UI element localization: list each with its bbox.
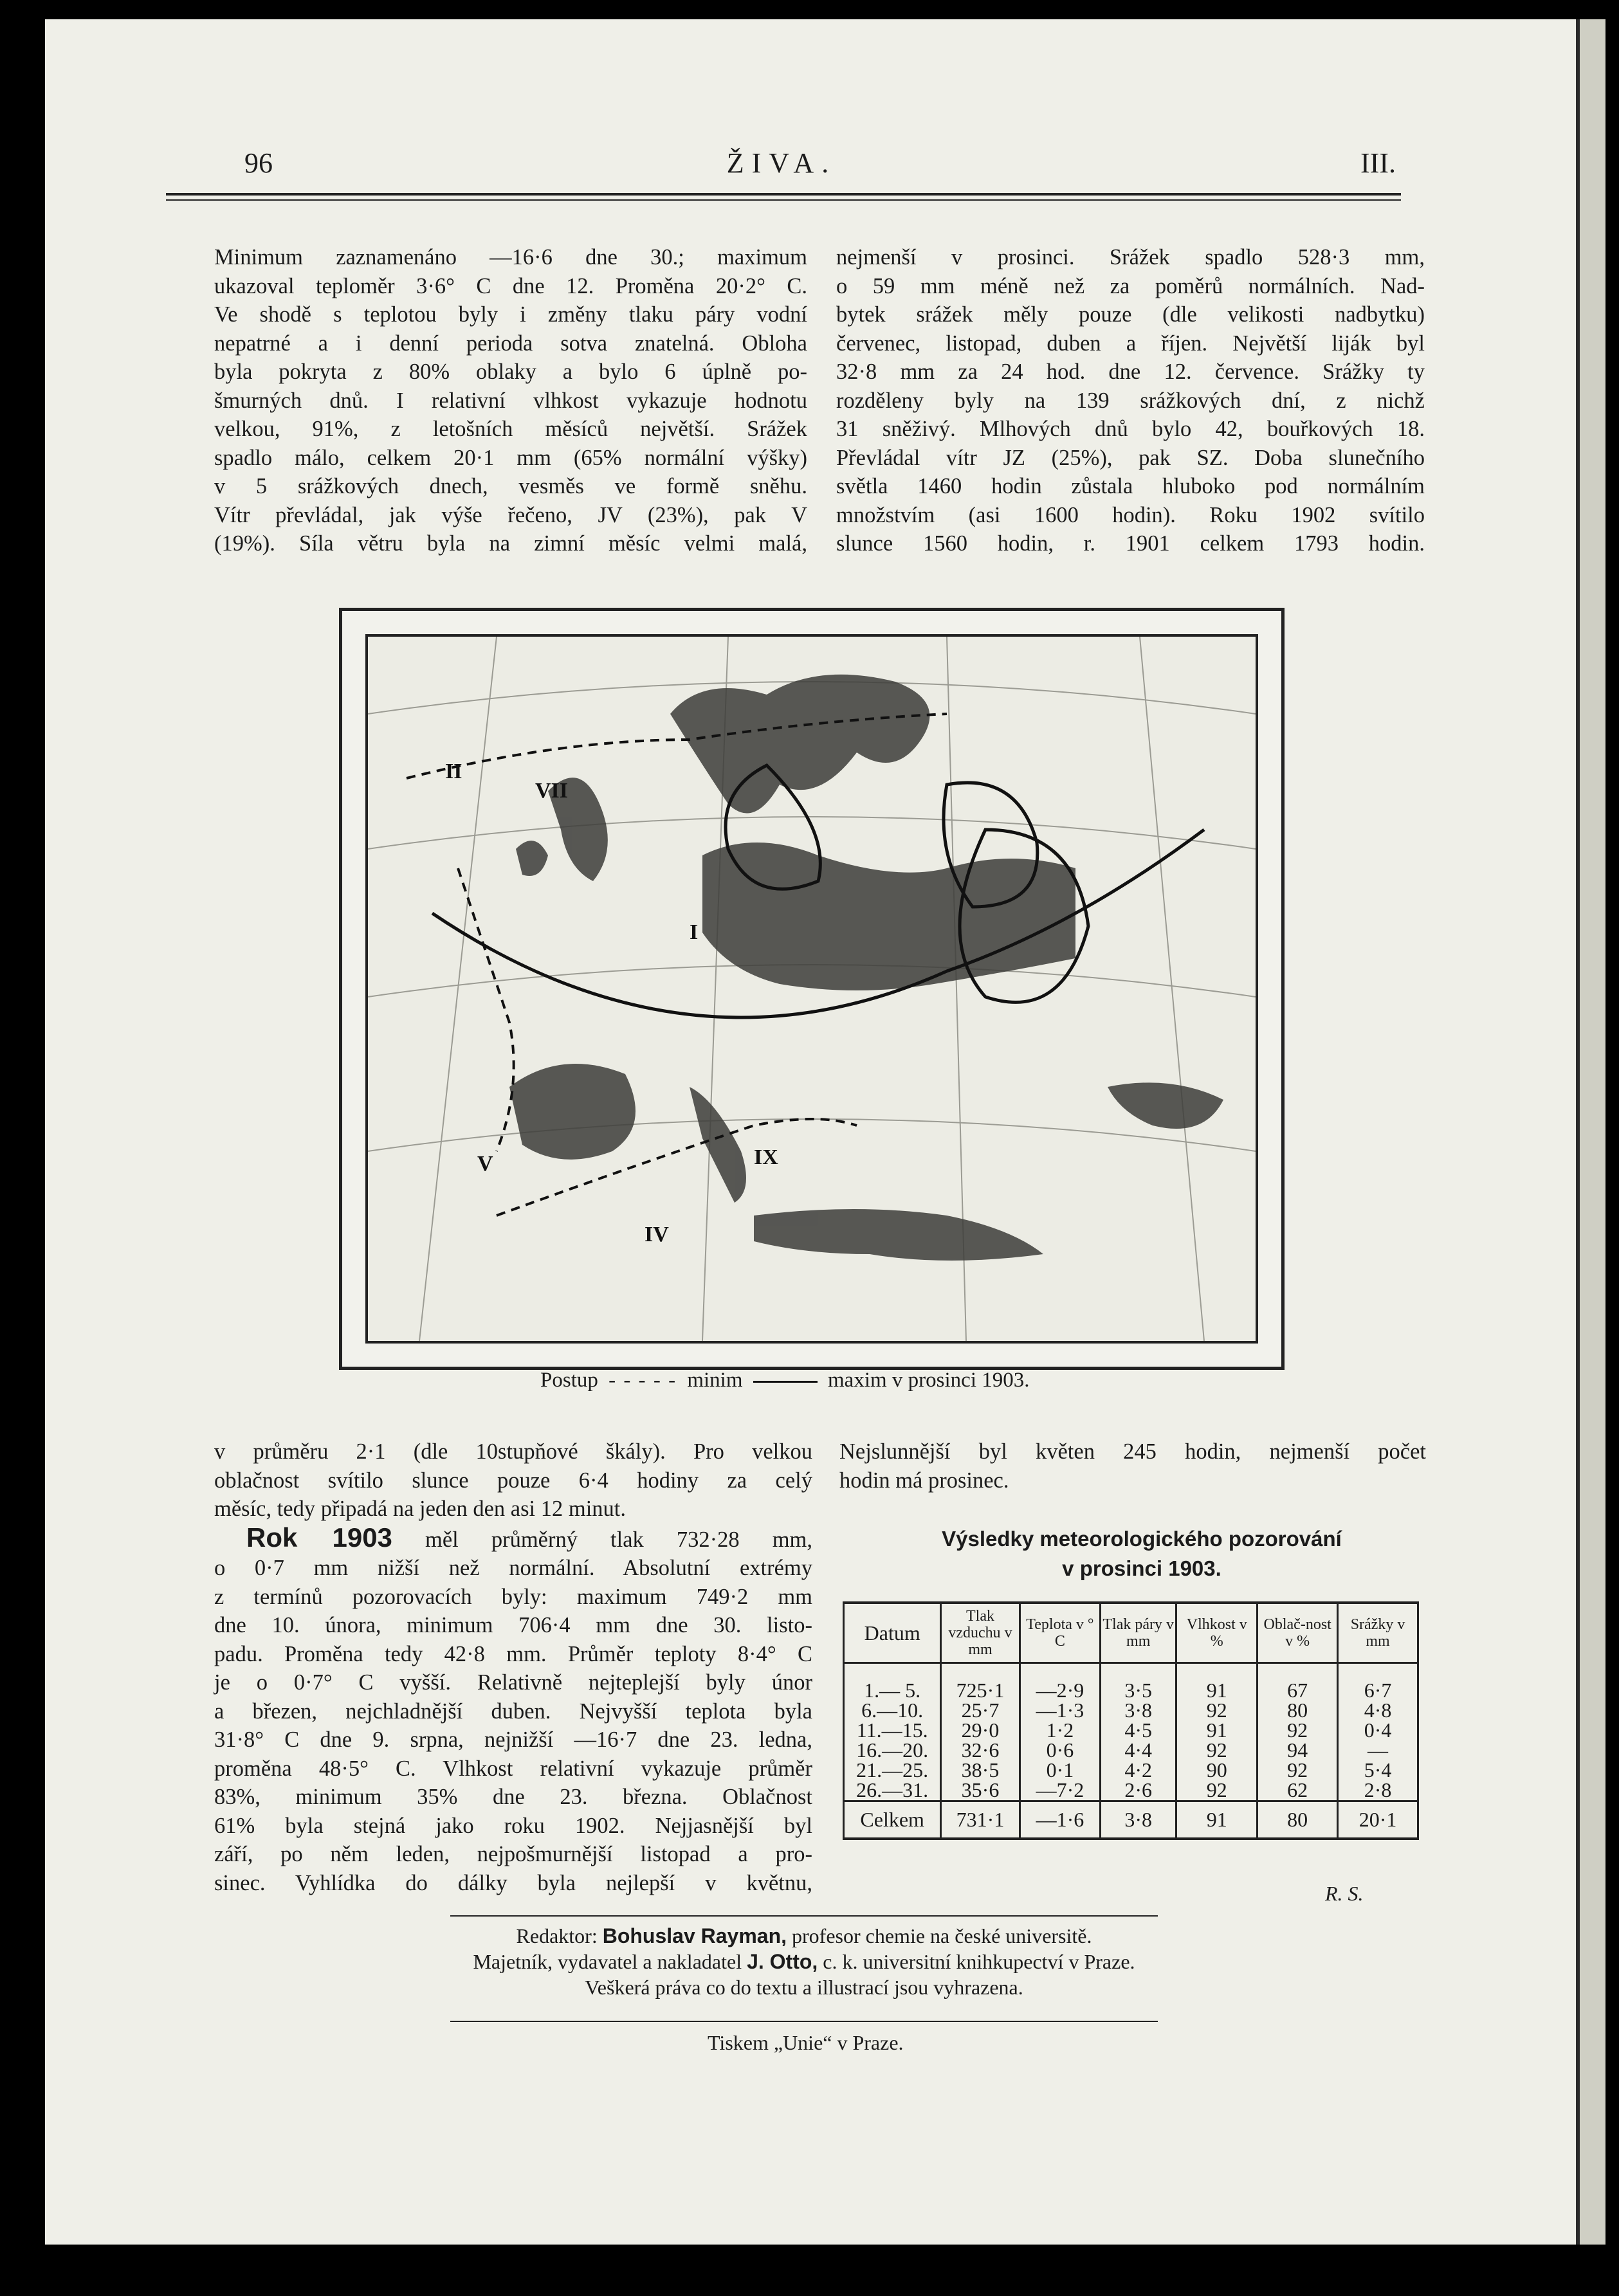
table-cell: 94 <box>1258 1740 1338 1760</box>
text-line: slunce 1560 hodin, r. 1901 celkem 1793 hodin. <box>836 531 1425 556</box>
label-v: V <box>477 1152 493 1176</box>
caption-minim: minim <box>687 1369 743 1392</box>
table-cell: 91 <box>1176 1720 1258 1740</box>
text-line: a březen, nejchladnější duben. Nejvyšší teplota byla <box>214 1699 812 1724</box>
text-line: světla 1460 hodin zůstala hluboko pod normálním <box>836 474 1425 498</box>
imprint-line <box>302 1949 1306 1974</box>
table-cell: 3·5 <box>1101 1663 1176 1701</box>
text-line: bytek srážek měly pouze (dle velikosti nadbytku) <box>836 302 1425 327</box>
table-cell: 4·2 <box>1101 1760 1176 1780</box>
text-line: množstvím (asi 1600 hodin). Roku 1902 svítilo <box>836 502 1425 527</box>
label-ix: IX <box>754 1145 778 1169</box>
table-row <box>844 1760 1418 1780</box>
header-rule <box>166 193 1401 196</box>
table-cell: —2·9 <box>1020 1663 1101 1701</box>
label-ii: II <box>445 760 462 783</box>
volume-number: III. <box>1360 147 1396 179</box>
map-drawing <box>368 637 1256 1341</box>
table-cell: 0·4 <box>1338 1720 1418 1740</box>
text-line: 61% byla stejná jako roku 1902. Nejjasnější byl <box>214 1813 812 1838</box>
imprint-text: Redaktor: <box>516 1924 598 1947</box>
table-cell: 725·1 <box>941 1663 1020 1701</box>
table-cell: 1.— 5. <box>844 1663 941 1701</box>
right-column-top <box>836 243 1425 558</box>
text-line: nepatrné a i denní perioda sotva znatelná. Obloha <box>214 331 807 356</box>
table-cell: Celkem <box>844 1801 941 1839</box>
text-line: o 59 mm méně než za poměrů normálních. Nad- <box>836 273 1425 298</box>
left-column-bottom <box>214 1437 812 1897</box>
text-line: rozděleny byly na 139 srážkových dní, z nichž <box>836 388 1425 413</box>
author-signature: R. S. <box>1325 1882 1364 1905</box>
text-line <box>214 1524 812 1554</box>
text-line: 32·8 mm za 24 hod. dne 12. července. Srážky ty <box>836 360 1425 384</box>
column-header: Srážky v mm <box>1338 1603 1418 1663</box>
table-title-line-1: Výsledky meteorologického pozorování <box>942 1527 1342 1551</box>
table-cell: 3·8 <box>1101 1801 1176 1839</box>
table-row <box>844 1663 1418 1701</box>
table-title-line-2: v prosinci 1903. <box>1062 1556 1221 1580</box>
text-line: z termínů pozorovacích byly: maximum 749·2 mm <box>214 1584 812 1609</box>
table-title <box>836 1524 1447 1583</box>
table-cell: 62 <box>1258 1780 1338 1801</box>
maxima-legend-line <box>753 1381 818 1383</box>
table-cell: — <box>1338 1740 1418 1760</box>
table-cell: 16.—20. <box>844 1740 941 1760</box>
table-cell: 2·6 <box>1101 1780 1176 1801</box>
table-cell: 3·8 <box>1101 1700 1176 1720</box>
label-i: I <box>690 920 699 944</box>
observation-table <box>843 1601 1419 1840</box>
table-cell: 6.—10. <box>844 1700 941 1720</box>
text-line: 83%, minimum 35% dne 23. března. Oblačnost <box>214 1785 812 1809</box>
editor-name: Bohuslav Rayman, <box>602 1924 787 1947</box>
table-total-row <box>844 1801 1418 1839</box>
column-header: Teplota v ° C <box>1020 1603 1101 1663</box>
text-line: velkou, 91%, z letošních měsíců největší. Srážek <box>214 417 807 441</box>
table-cell: 29·0 <box>941 1720 1020 1740</box>
table-cell: 92 <box>1258 1760 1338 1780</box>
text-line: Nejslunnější byl květen 245 hodin, nejmenší počet <box>839 1439 1426 1464</box>
column-header: Oblač-nost v % <box>1258 1603 1338 1663</box>
caption-postup: Postup <box>540 1369 598 1392</box>
column-header: Tlak vzduchu v mm <box>941 1603 1020 1663</box>
table-cell: 2·8 <box>1338 1780 1418 1801</box>
imprint-line: Veškerá práva co do textu a illustrací jsou vyhrazena. <box>585 1976 1023 1999</box>
europe-weather-map <box>339 608 1285 1370</box>
label-vii: VII <box>535 779 569 803</box>
table-cell: 91 <box>1176 1663 1258 1701</box>
journal-title: ŽIVA. <box>726 147 837 179</box>
caption-maxim: maxim v prosinci 1903. <box>828 1369 1030 1392</box>
text-line: červenec, listopad, duben a říjen. Největší liják byl <box>836 331 1425 356</box>
text-line: je o 0·7° C vyšší. Relativně nejteplejší byly únor <box>214 1670 812 1695</box>
text-line: o 0·7 mm nižší než normální. Absolutní extrémy <box>214 1556 812 1580</box>
table-cell: 35·6 <box>941 1780 1020 1801</box>
text-line: proměna 48·5° C. Vlhkost relativní vykazuje průměr <box>214 1756 812 1781</box>
text-line: Ve shodě s teplotou byly i změny tlaku páry vodní <box>214 302 807 327</box>
table-cell: 731·1 <box>941 1801 1020 1839</box>
header-rule-thin <box>166 199 1401 201</box>
text-line: dne 10. února, minimum 706·4 mm dne 30. listo- <box>214 1613 812 1637</box>
table-cell: 4·4 <box>1101 1740 1176 1760</box>
text-line: ukazoval teploměr 3·6° C dne 12. Proměna 20·2° C. <box>214 273 807 298</box>
table-header-row <box>844 1603 1418 1663</box>
table-cell: 6·7 <box>1338 1663 1418 1701</box>
column-header: Vlhkost v % <box>1176 1603 1258 1663</box>
text-line: v 5 srážkových dnech, vesměs ve formě sněhu. <box>214 474 807 498</box>
table-cell: 38·5 <box>941 1760 1020 1780</box>
column-header: Datum <box>844 1603 941 1663</box>
imprint-text: c. k. universitní knihkupectví v Praze. <box>823 1950 1135 1973</box>
page-header <box>167 147 1396 185</box>
table-cell: 0·1 <box>1020 1760 1101 1780</box>
text-line: (19%). Síla větru byla na zimní měsíc velmi malá, <box>214 531 807 556</box>
text-line: září, po něm leden, nejpošmurnější listopad a pro- <box>214 1842 812 1866</box>
table-cell: 26.—31. <box>844 1780 941 1801</box>
text-line: hodin má prosinec. <box>839 1468 1009 1493</box>
table-row <box>844 1700 1418 1720</box>
imprint-text: profesor chemie na české universitě. <box>792 1924 1092 1947</box>
table-cell: 92 <box>1176 1780 1258 1801</box>
text-line: padu. Proměna tedy 42·8 mm. Průměr teploty 8·4° C <box>214 1641 812 1666</box>
table-cell: 25·7 <box>941 1700 1020 1720</box>
table-cell: 5·4 <box>1338 1760 1418 1780</box>
table-cell: 11.—15. <box>844 1720 941 1740</box>
printer-line: Tiskem „Unie“ v Praze. <box>708 2031 904 2054</box>
imprint-line <box>302 1923 1306 1949</box>
left-column-top <box>214 243 807 558</box>
map-caption <box>540 1369 1119 1392</box>
table-row <box>844 1740 1418 1760</box>
printer-rule <box>450 2021 1158 2022</box>
footer-rule <box>450 1915 1158 1917</box>
table-cell: 91 <box>1176 1801 1258 1839</box>
label-iv: IV <box>645 1223 669 1246</box>
text-line: šmurných dnů. I relativní vlhkost vykazuje hodnotu <box>214 388 807 413</box>
heading-continuation: měl průměrný tlak 732·28 mm, <box>425 1527 812 1552</box>
text-line: Minimum zaznamenáno —16·6 dne 30.; maximum <box>214 245 807 269</box>
text-line: spadlo málo, celkem 20·1 mm (65% normální výšky) <box>214 445 807 470</box>
table-cell: 32·6 <box>941 1740 1020 1760</box>
map-area <box>365 634 1258 1344</box>
table-cell: 80 <box>1258 1801 1338 1839</box>
table-cell: 67 <box>1258 1663 1338 1701</box>
text-line: nejmenší v prosinci. Srážek spadlo 528·3 mm, <box>836 245 1425 269</box>
table-cell: 92 <box>1176 1700 1258 1720</box>
table-cell: 21.—25. <box>844 1760 941 1780</box>
text-line: sinec. Vyhlídka do dálky byla nejlepší v květnu, <box>214 1870 812 1895</box>
column-header: Tlak páry v mm <box>1101 1603 1176 1663</box>
imprint-text: Majetník, vydavatel a nakladatel <box>473 1950 742 1973</box>
table-cell: 1·2 <box>1020 1720 1101 1740</box>
table-cell: 0·6 <box>1020 1740 1101 1760</box>
page-number: 96 <box>244 147 273 179</box>
table-row <box>844 1780 1418 1801</box>
table-cell: 20·1 <box>1338 1801 1418 1839</box>
text-line: oblačnost svítilo slunce pouze 6·4 hodiny za celý <box>214 1468 812 1493</box>
table-cell: 92 <box>1176 1740 1258 1760</box>
text-line: 31 sněživý. Mlhových dnů bylo 42, bouřkových 18. <box>836 417 1425 441</box>
table-cell: —1·3 <box>1020 1700 1101 1720</box>
text-line: v průměru 2·1 (dle 10stupňové škály). Pro velkou <box>214 1439 812 1464</box>
table-cell: 90 <box>1176 1760 1258 1780</box>
text-line: Převládal vítr JZ (25%), pak SZ. Doba slunečního <box>836 445 1425 470</box>
section-heading-rok-1903: Rok 1903 <box>246 1522 392 1553</box>
table-cell: 4·5 <box>1101 1720 1176 1740</box>
right-column-bottom <box>839 1437 1426 1495</box>
table-cell: 92 <box>1258 1720 1338 1740</box>
text-line: Vítr převládal, jak výše řečeno, JV (23%), pak V <box>214 502 807 527</box>
table-cell: —7·2 <box>1020 1780 1101 1801</box>
page-edge <box>1580 19 1605 2245</box>
table-cell: 80 <box>1258 1700 1338 1720</box>
text-line: byla pokryta z 80% oblaky a bylo 6 úplně po- <box>214 360 807 384</box>
table-cell: 4·8 <box>1338 1700 1418 1720</box>
text-line: 31·8° C dne 9. srpna, nejnižší —16·7 dne 23. ledna, <box>214 1727 812 1752</box>
text-line: měsíc, tedy připadá na jeden den asi 12 minut. <box>214 1497 626 1521</box>
publisher-name: J. Otto, <box>747 1950 818 1973</box>
table-row <box>844 1720 1418 1740</box>
minima-legend-dash: - - - - - <box>608 1369 677 1392</box>
imprint <box>302 1923 1306 2000</box>
table-cell: —1·6 <box>1020 1801 1101 1839</box>
